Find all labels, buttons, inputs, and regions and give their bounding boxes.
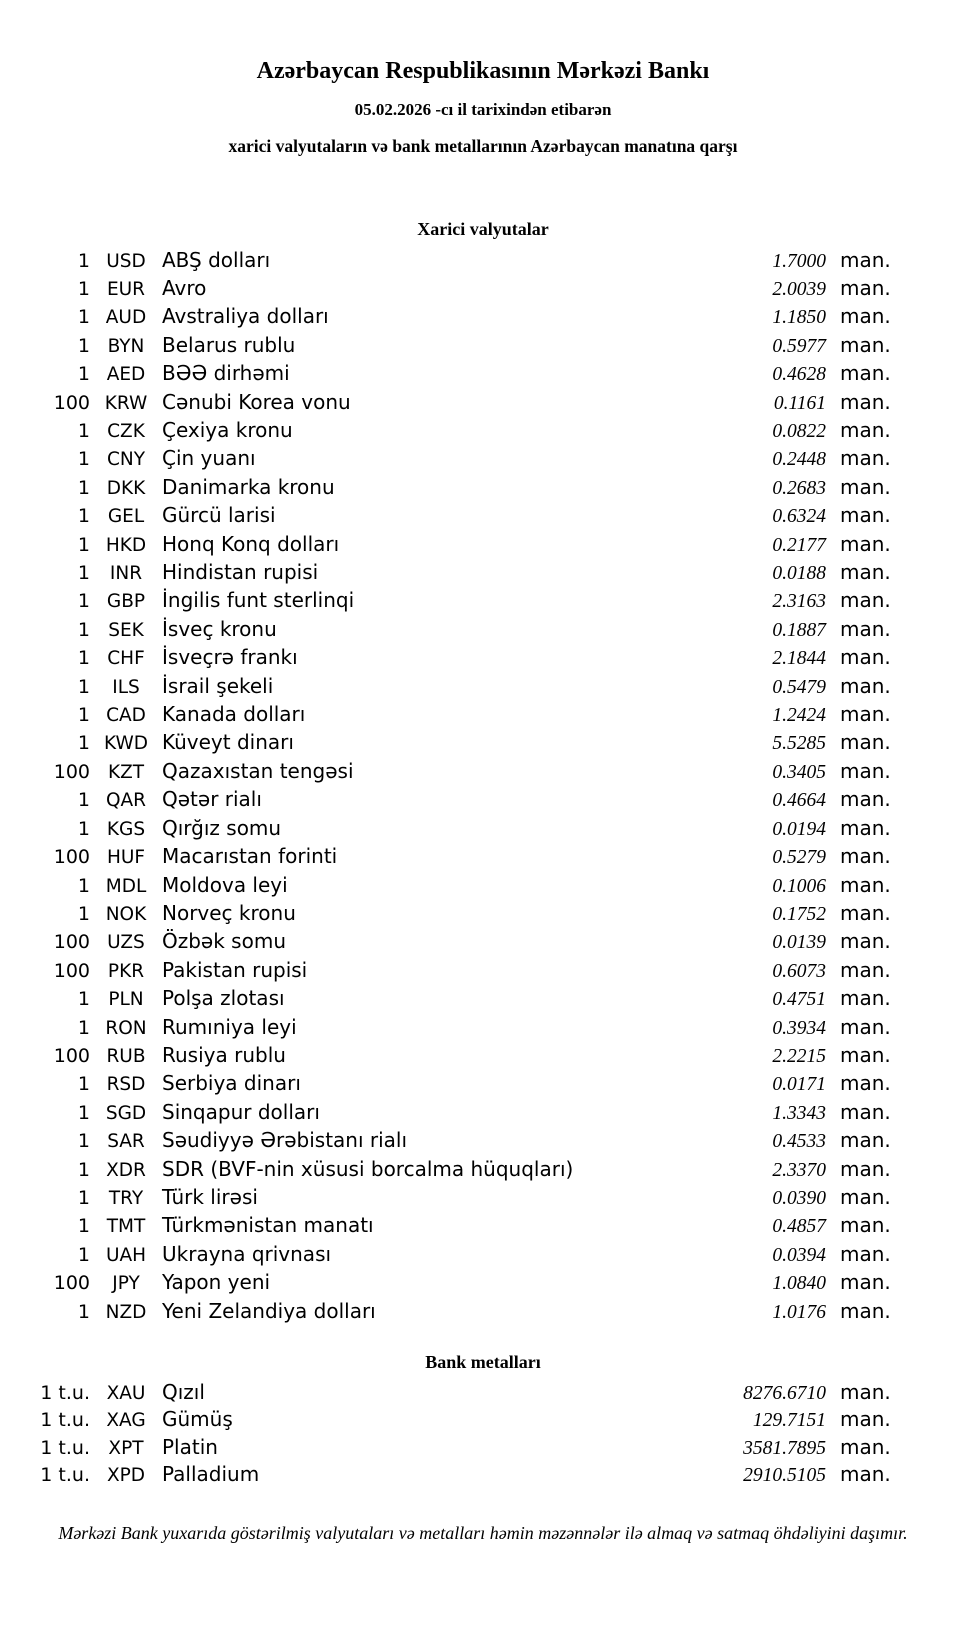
row-code: NZD xyxy=(105,1301,147,1323)
row-code: XAG xyxy=(106,1410,146,1432)
row-name: Avro xyxy=(162,275,207,300)
row-code: INR xyxy=(109,563,143,585)
row-quantity: 1 xyxy=(77,590,90,613)
row-rate-value: 0.3934 xyxy=(772,1017,826,1039)
rate-table-row xyxy=(0,842,966,870)
row-unit-label: man. xyxy=(840,616,891,641)
row-quantity: 100 xyxy=(53,1272,90,1295)
rate-table-row xyxy=(0,871,966,899)
row-code: RON xyxy=(105,1017,147,1039)
row-name: Pakistan rupisi xyxy=(162,957,308,982)
row-code: HUF xyxy=(106,847,146,869)
row-name: Gürcü larisi xyxy=(162,503,276,528)
row-quantity: 1 xyxy=(77,277,90,300)
metals-section-heading: Bank metalları xyxy=(425,1352,541,1373)
row-name: Qırğız somu xyxy=(162,815,282,840)
row-code: GEL xyxy=(107,506,145,528)
row-unit-label: man. xyxy=(840,645,891,670)
row-rate-value: 0.4857 xyxy=(772,1216,826,1238)
row-quantity: 1 xyxy=(77,420,90,443)
row-name: Qazaxıstan tengəsi xyxy=(162,758,354,783)
row-unit-label: man. xyxy=(840,503,891,528)
row-unit-label: man. xyxy=(840,730,891,755)
row-name: Moldova leyi xyxy=(162,872,288,897)
row-code: UAH xyxy=(105,1244,147,1266)
row-name: Avstraliya dolları xyxy=(162,304,329,329)
rate-table-row xyxy=(0,1098,966,1126)
row-name: BƏƏ dirhəmi xyxy=(162,361,290,386)
row-code: USD xyxy=(106,250,146,272)
row-name: Hindistan rupisi xyxy=(162,560,319,585)
row-quantity: 100 xyxy=(53,391,90,414)
row-rate-value: 3581.7895 xyxy=(743,1437,826,1459)
row-unit-label: man. xyxy=(840,815,891,840)
row-rate-value: 2.0039 xyxy=(772,278,826,300)
row-rate-value: 0.4533 xyxy=(772,1131,826,1153)
row-name: Belarus rublu xyxy=(162,332,296,357)
row-code: PKR xyxy=(107,960,145,982)
row-rate-value: 0.0171 xyxy=(772,1074,826,1096)
row-code: CAD xyxy=(106,705,146,727)
row-unit-label: man. xyxy=(840,1241,891,1266)
row-quantity: 1 xyxy=(77,1186,90,1209)
row-quantity: 1 xyxy=(77,1215,90,1238)
row-code: KZT xyxy=(107,761,145,783)
row-code: KWD xyxy=(103,733,148,755)
row-unit-label: man. xyxy=(840,787,891,812)
row-name: Qızıl xyxy=(162,1379,205,1404)
row-name: Cənubi Korea vonu xyxy=(162,389,351,414)
row-name: Qətər rialı xyxy=(162,787,262,812)
row-code: JPY xyxy=(112,1273,140,1295)
row-rate-value: 0.4628 xyxy=(772,364,826,386)
row-quantity: 1 xyxy=(77,647,90,670)
row-name: Çexiya kronu xyxy=(162,418,293,443)
row-rate-value: 2.1844 xyxy=(772,648,826,670)
row-code: AED xyxy=(106,364,146,386)
row-rate-value: 0.4664 xyxy=(772,790,826,812)
rate-table-row xyxy=(0,643,966,671)
row-rate-value: 0.1752 xyxy=(772,903,826,925)
row-rate-value: 1.7000 xyxy=(772,250,826,272)
row-unit-label: man. xyxy=(840,332,891,357)
row-name: SDR (BVF-nin xüsusi borcalma hüquqları) xyxy=(162,1156,574,1181)
rate-table-row xyxy=(0,473,966,501)
row-name: Gümüş xyxy=(162,1407,233,1432)
row-rate-value: 0.2177 xyxy=(772,534,826,556)
disclaimer-note: Mərkəzi Bank yuxarıda göstərilmiş valyutaları və metalları həmin məzənnələr ilə almaq və satmaq öhdəliyini daşımır. xyxy=(58,1522,908,1543)
row-unit-label: man. xyxy=(840,1099,891,1124)
row-unit-label: man. xyxy=(840,389,891,414)
row-code: KGS xyxy=(106,818,146,840)
row-quantity: 100 xyxy=(53,1044,90,1067)
rate-table-row xyxy=(0,1297,966,1325)
row-quantity: 1 xyxy=(77,363,90,386)
row-name: Danimarka kronu xyxy=(162,474,335,499)
row-quantity: 1 xyxy=(77,874,90,897)
row-rate-value: 0.2683 xyxy=(772,477,826,499)
row-rate-value: 2910.5105 xyxy=(743,1465,826,1487)
row-unit-label: man. xyxy=(840,560,891,585)
exchange-rates-page xyxy=(0,58,966,1544)
row-unit-label: man. xyxy=(840,361,891,386)
row-name: Özbək somu xyxy=(162,929,286,954)
rate-table-row xyxy=(0,331,966,359)
rate-table-row xyxy=(0,359,966,387)
row-name: Türk lirəsi xyxy=(162,1184,258,1209)
row-quantity: 1 t.u. xyxy=(40,1409,90,1432)
row-rate-value: 0.3405 xyxy=(772,761,826,783)
rate-table-row xyxy=(0,956,966,984)
footer xyxy=(0,1523,966,1545)
metal-rates-table xyxy=(0,1379,966,1489)
row-code: HKD xyxy=(105,534,147,556)
row-quantity: 100 xyxy=(53,931,90,954)
rate-table-row xyxy=(0,899,966,927)
rate-table-row xyxy=(0,274,966,302)
row-code: GBP xyxy=(106,591,146,613)
rate-table-row xyxy=(0,1379,966,1407)
row-quantity: 1 t.u. xyxy=(40,1464,90,1487)
rate-table-row xyxy=(0,1211,966,1239)
rate-table-row xyxy=(0,1183,966,1211)
row-rate-value: 2.3163 xyxy=(772,591,826,613)
currency-rates-table xyxy=(0,246,966,1325)
rate-table-row xyxy=(0,1126,966,1154)
rate-table-row xyxy=(0,700,966,728)
rate-table-row xyxy=(0,1155,966,1183)
row-name: ABŞ dolları xyxy=(162,247,271,272)
row-quantity: 1 xyxy=(77,249,90,272)
row-quantity: 1 xyxy=(77,1300,90,1323)
rate-table-row xyxy=(0,1268,966,1296)
row-unit-label: man. xyxy=(840,900,891,925)
row-name: Rumıniya leyi xyxy=(162,1014,297,1039)
row-unit-label: man. xyxy=(840,1156,891,1181)
row-code: RSD xyxy=(106,1074,146,1096)
row-unit-label: man. xyxy=(840,844,891,869)
row-unit-label: man. xyxy=(840,1462,891,1487)
row-unit-label: man. xyxy=(840,275,891,300)
row-code: TMT xyxy=(106,1216,146,1238)
row-rate-value: 0.2448 xyxy=(772,449,826,471)
row-unit-label: man. xyxy=(840,1042,891,1067)
row-rate-value: 2.2215 xyxy=(772,1045,826,1067)
row-name: İngilis funt sterlinqi xyxy=(162,588,355,613)
row-quantity: 1 xyxy=(77,476,90,499)
row-unit-label: man. xyxy=(840,1213,891,1238)
row-rate-value: 1.1850 xyxy=(772,307,826,329)
rate-table-row xyxy=(0,1434,966,1462)
row-quantity: 1 xyxy=(77,1130,90,1153)
row-quantity: 1 xyxy=(77,1243,90,1266)
row-unit-label: man. xyxy=(840,1407,891,1432)
row-name: Yapon yeni xyxy=(162,1270,271,1295)
rate-table-row xyxy=(0,388,966,416)
row-name: İsrail şekeli xyxy=(162,673,274,698)
row-unit-label: man. xyxy=(840,673,891,698)
rate-table-row xyxy=(0,558,966,586)
row-quantity: 1 xyxy=(77,505,90,528)
rate-table-row xyxy=(0,530,966,558)
row-unit-label: man. xyxy=(840,304,891,329)
row-rate-value: 0.0188 xyxy=(772,563,826,585)
row-code: UZS xyxy=(107,932,145,954)
row-quantity: 1 t.u. xyxy=(40,1381,90,1404)
row-name: Türkmənistan manatı xyxy=(162,1213,374,1238)
rate-table-row xyxy=(0,302,966,330)
row-unit-label: man. xyxy=(840,418,891,443)
row-rate-value: 0.5279 xyxy=(772,847,826,869)
row-unit-label: man. xyxy=(840,1434,891,1459)
row-quantity: 1 xyxy=(77,675,90,698)
row-unit-label: man. xyxy=(840,531,891,556)
rate-table-row xyxy=(0,615,966,643)
row-code: XPD xyxy=(106,1465,146,1487)
row-name: Ukrayna qrivnası xyxy=(162,1241,332,1266)
row-code: ILS xyxy=(112,676,140,698)
rate-table-row xyxy=(0,1240,966,1268)
row-unit-label: man. xyxy=(840,247,891,272)
row-code: SEK xyxy=(108,619,144,641)
row-quantity: 1 xyxy=(77,1016,90,1039)
row-quantity: 1 xyxy=(77,732,90,755)
row-quantity: 1 xyxy=(77,533,90,556)
row-unit-label: man. xyxy=(840,1270,891,1295)
row-quantity: 1 xyxy=(77,562,90,585)
row-code: XPT xyxy=(108,1437,144,1459)
row-quantity: 1 xyxy=(77,789,90,812)
row-quantity: 1 t.u. xyxy=(40,1436,90,1459)
row-code: KRW xyxy=(104,392,148,414)
row-code: DKK xyxy=(106,477,146,499)
row-rate-value: 0.5977 xyxy=(772,335,826,357)
row-name: Sinqapur dolları xyxy=(162,1099,320,1124)
row-unit-label: man. xyxy=(840,872,891,897)
row-name: Çin yuanı xyxy=(162,446,256,471)
row-code: SGD xyxy=(105,1102,147,1124)
rate-table-row xyxy=(0,501,966,529)
row-rate-value: 1.2424 xyxy=(772,705,826,727)
row-name: İsveç kronu xyxy=(162,616,277,641)
row-rate-value: 0.4751 xyxy=(772,989,826,1011)
row-unit-label: man. xyxy=(840,758,891,783)
row-quantity: 100 xyxy=(53,846,90,869)
row-code: PLN xyxy=(108,989,144,1011)
row-code: RUB xyxy=(106,1045,146,1067)
row-quantity: 1 xyxy=(77,1158,90,1181)
rate-table-row xyxy=(0,416,966,444)
row-quantity: 1 xyxy=(77,306,90,329)
currency-section-heading: Xarici valyutalar xyxy=(417,218,549,239)
row-rate-value: 0.1006 xyxy=(772,875,826,897)
row-code: EUR xyxy=(106,278,146,300)
row-unit-label: man. xyxy=(840,702,891,727)
row-name: Küveyt dinarı xyxy=(162,730,294,755)
rate-table-row xyxy=(0,246,966,274)
row-rate-value: 8276.6710 xyxy=(743,1382,826,1404)
row-quantity: 1 xyxy=(77,988,90,1011)
row-name: Yeni Zelandiya dolları xyxy=(162,1298,376,1323)
row-name: Kanada dolları xyxy=(162,702,306,727)
rate-table-row xyxy=(0,586,966,614)
row-code: SAR xyxy=(107,1131,145,1153)
row-rate-value: 0.0194 xyxy=(772,818,826,840)
row-name: Rusiya rublu xyxy=(162,1042,286,1067)
row-name: Palladium xyxy=(162,1462,260,1487)
row-code: BYN xyxy=(107,335,145,357)
row-unit-label: man. xyxy=(840,1128,891,1153)
row-rate-value: 0.5479 xyxy=(772,676,826,698)
row-unit-label: man. xyxy=(840,957,891,982)
row-rate-value: 0.1887 xyxy=(772,619,826,641)
row-quantity: 1 xyxy=(77,1073,90,1096)
row-quantity: 1 xyxy=(77,334,90,357)
row-name: Platin xyxy=(162,1434,218,1459)
row-code: AUD xyxy=(105,307,147,329)
row-name: Serbiya dinarı xyxy=(162,1071,301,1096)
row-name: Polşa zlotası xyxy=(162,986,285,1011)
row-unit-label: man. xyxy=(840,1014,891,1039)
row-unit-label: man. xyxy=(840,1184,891,1209)
row-rate-value: 0.6073 xyxy=(772,960,826,982)
row-quantity: 100 xyxy=(53,760,90,783)
row-unit-label: man. xyxy=(840,1071,891,1096)
row-rate-value: 1.0176 xyxy=(772,1301,826,1323)
row-unit-label: man. xyxy=(840,1379,891,1404)
rate-table-row xyxy=(0,1461,966,1489)
row-rate-value: 0.0822 xyxy=(772,421,826,443)
rate-table-row xyxy=(0,1406,966,1434)
row-code: NOK xyxy=(105,903,147,925)
row-code: TRY xyxy=(108,1187,144,1209)
row-unit-label: man. xyxy=(840,588,891,613)
row-rate-value: 1.3343 xyxy=(772,1102,826,1124)
row-rate-value: 129.7151 xyxy=(752,1410,826,1432)
row-unit-label: man. xyxy=(840,1298,891,1323)
row-rate-value: 0.0139 xyxy=(772,932,826,954)
header xyxy=(0,58,966,157)
row-code: CZK xyxy=(107,421,145,443)
rate-table-row xyxy=(0,1041,966,1069)
row-unit-label: man. xyxy=(840,986,891,1011)
row-code: XDR xyxy=(106,1159,146,1181)
row-quantity: 1 xyxy=(77,1101,90,1124)
rate-table-row xyxy=(0,984,966,1012)
row-quantity: 100 xyxy=(53,959,90,982)
row-rate-value: 0.1161 xyxy=(773,392,826,414)
row-quantity: 1 xyxy=(77,448,90,471)
row-quantity: 1 xyxy=(77,618,90,641)
rate-table-row xyxy=(0,814,966,842)
row-code: QAR xyxy=(105,790,147,812)
row-rate-value: 1.0840 xyxy=(772,1273,826,1295)
row-rate-value: 5.5285 xyxy=(772,733,826,755)
row-rate-value: 0.0390 xyxy=(772,1187,826,1209)
row-name: İsveçrə frankı xyxy=(162,645,298,670)
row-rate-value: 2.3370 xyxy=(772,1159,826,1181)
rate-table-row xyxy=(0,1069,966,1097)
row-name: Macarıstan forinti xyxy=(162,844,338,869)
rate-table-row xyxy=(0,728,966,756)
row-name: Norveç kronu xyxy=(162,900,296,925)
row-name: Səudiyyə Ərəbistanı rialı xyxy=(162,1128,408,1153)
rate-table-row xyxy=(0,672,966,700)
row-code: XAU xyxy=(106,1382,146,1404)
page-subtitle: xarici valyutaların və bank metallarının Azərbaycan manatına qarşı xyxy=(228,135,738,156)
row-rate-value: 0.6324 xyxy=(772,506,826,528)
row-code: MDL xyxy=(105,875,147,897)
rate-table-row xyxy=(0,1013,966,1041)
rate-table-row xyxy=(0,757,966,785)
row-quantity: 1 xyxy=(77,817,90,840)
rate-table-row xyxy=(0,785,966,813)
row-unit-label: man. xyxy=(840,929,891,954)
rate-table-row xyxy=(0,444,966,472)
row-unit-label: man. xyxy=(840,446,891,471)
row-code: CNY xyxy=(106,449,146,471)
row-code: CHF xyxy=(107,648,145,670)
row-quantity: 1 xyxy=(77,704,90,727)
row-unit-label: man. xyxy=(840,474,891,499)
row-name: Honq Konq dolları xyxy=(162,531,340,556)
page-title: Azərbaycan Respublikasının Mərkəzi Bankı xyxy=(256,58,710,84)
row-rate-value: 0.0394 xyxy=(772,1244,826,1266)
row-quantity: 1 xyxy=(77,902,90,925)
effective-date: 05.02.2026 -cı il tarixindən etibarən xyxy=(354,99,612,119)
rate-table-row xyxy=(0,927,966,955)
